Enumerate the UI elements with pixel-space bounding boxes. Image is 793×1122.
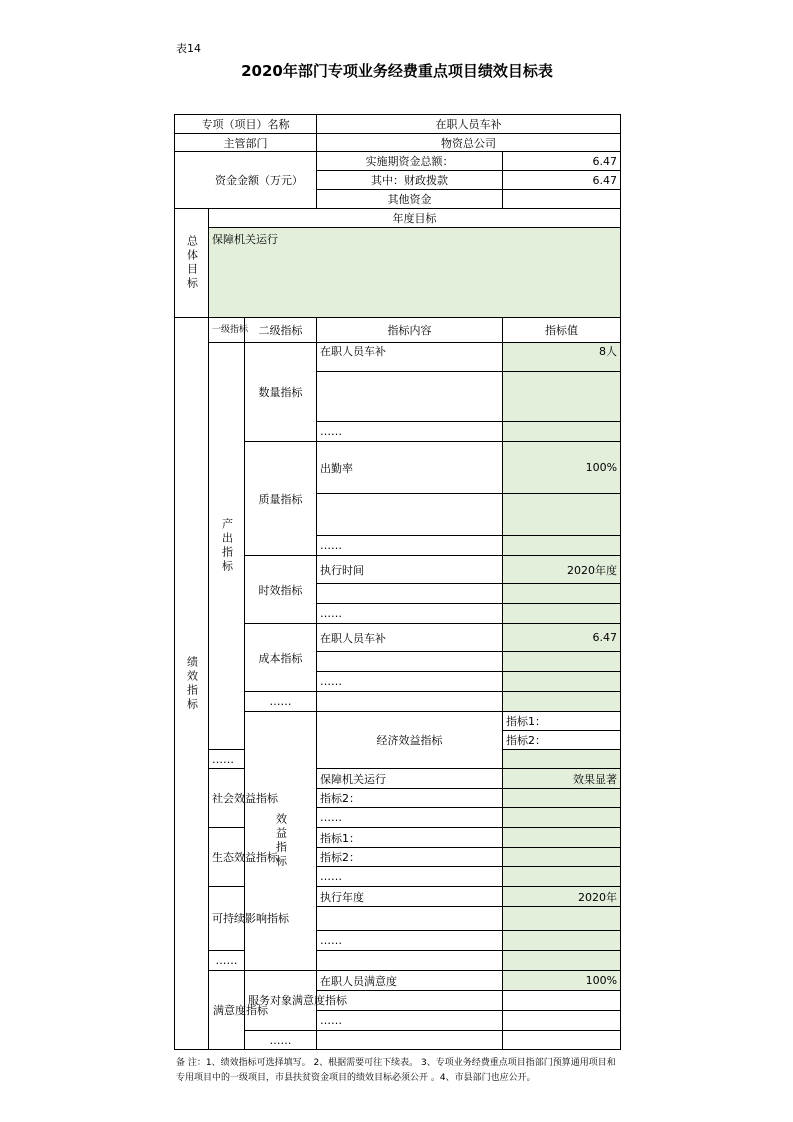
output-more-label: …… bbox=[245, 692, 317, 712]
service-content-more: …… bbox=[317, 1011, 503, 1031]
overall-target-label: 总体目标 bbox=[175, 209, 209, 318]
project-name-label: 专项（项目）名称 bbox=[175, 115, 317, 134]
timeliness-content-1: 执行时间 bbox=[317, 556, 503, 584]
timeliness-content-more: …… bbox=[317, 604, 503, 624]
quantity-value-1: 8人 bbox=[503, 343, 621, 372]
satisfaction-indicator-label: 满意度指标 bbox=[209, 971, 245, 1050]
cost-content-more: …… bbox=[317, 672, 503, 692]
perf-indicator-label: 绩效指标 bbox=[175, 318, 209, 1050]
benefit-indicator-label: 效益指标 bbox=[245, 712, 317, 971]
economic-benefit-label: 经济效益指标 bbox=[317, 712, 503, 769]
project-name-value: 在职人员车补 bbox=[317, 115, 621, 134]
service-content-1: 在职人员满意度 bbox=[317, 971, 503, 991]
table-number: 表14 bbox=[176, 42, 201, 55]
social-value-1: 效果显著 bbox=[503, 769, 621, 789]
sustain-content-2 bbox=[317, 907, 503, 931]
output-indicator-label: 产出指标 bbox=[209, 343, 245, 750]
fiscal-funds-value: 6.47 bbox=[503, 171, 621, 190]
dept-label: 主管部门 bbox=[175, 134, 317, 152]
social-benefit-label: 社会效益指标 bbox=[209, 769, 245, 828]
economic-value-more bbox=[503, 750, 621, 769]
output-more-value bbox=[503, 692, 621, 712]
social-value-2 bbox=[503, 789, 621, 808]
service-value-more bbox=[503, 1011, 621, 1031]
eco-content-1: 指标1： bbox=[317, 828, 503, 848]
satisfaction-more-label: …… bbox=[245, 1031, 317, 1050]
eco-content-more: …… bbox=[317, 867, 503, 887]
col-value: 指标值 bbox=[503, 318, 621, 343]
fiscal-funds-label: 其中：财政拨款 bbox=[317, 171, 503, 190]
quality-value-2 bbox=[503, 494, 621, 536]
social-content-more: …… bbox=[317, 808, 503, 828]
total-funds-label: 实施期资金总额： bbox=[317, 152, 503, 171]
quality-value-more bbox=[503, 536, 621, 556]
timeliness-value-2 bbox=[503, 584, 621, 604]
timeliness-value-more bbox=[503, 604, 621, 624]
output-more-content bbox=[317, 692, 503, 712]
quantity-content-2 bbox=[317, 372, 503, 422]
total-funds-value: 6.47 bbox=[503, 152, 621, 171]
col-level1: 一级指标 bbox=[209, 318, 245, 343]
sustain-value-2 bbox=[503, 907, 621, 931]
quantity-indicator-label: 数量指标 bbox=[245, 343, 317, 442]
cost-indicator-label: 成本指标 bbox=[245, 624, 317, 692]
other-funds-label: 其他资金 bbox=[317, 190, 503, 209]
timeliness-indicator-label: 时效指标 bbox=[245, 556, 317, 624]
eco-value-2 bbox=[503, 848, 621, 867]
service-value-2 bbox=[503, 991, 621, 1011]
benefit-more-label: …… bbox=[209, 951, 245, 971]
dept-value: 物资总公司 bbox=[317, 134, 621, 152]
quantity-content-1: 在职人员车补 bbox=[317, 343, 503, 372]
timeliness-value-1: 2020年度 bbox=[503, 556, 621, 584]
satisfaction-more-value bbox=[503, 1031, 621, 1050]
eco-content-2: 指标2： bbox=[317, 848, 503, 867]
col-content: 指标内容 bbox=[317, 318, 503, 343]
quantity-value-2 bbox=[503, 372, 621, 422]
cost-content-1: 在职人员车补 bbox=[317, 624, 503, 652]
quality-content-2 bbox=[317, 494, 503, 536]
social-content-1: 保障机关运行 bbox=[317, 769, 503, 789]
quantity-value-more bbox=[503, 422, 621, 442]
benefit-more-value bbox=[503, 951, 621, 971]
cost-value-2 bbox=[503, 652, 621, 672]
sustain-benefit-label: 可持续影响指标 bbox=[209, 887, 245, 951]
quality-indicator-label: 质量指标 bbox=[245, 442, 317, 556]
funds-label: 资金金额（万元） bbox=[175, 152, 317, 209]
economic-content-1: 指标1： bbox=[503, 712, 621, 731]
social-value-more bbox=[503, 808, 621, 828]
economic-content-more: …… bbox=[209, 750, 245, 769]
footnote: 备 注：1、绩效指标可选择填写。 2、根据需要可往下续表。 3、专项业务经费重点项目指部门预算通用项目和专用项目中的一级项目，市县扶贫资金项目的绩效目标必须公开 。4、市县部门也应公开。 bbox=[176, 1058, 616, 1083]
sustain-value-1: 2020年 bbox=[503, 887, 621, 907]
cost-value-1: 6.47 bbox=[503, 624, 621, 652]
sustain-value-more bbox=[503, 931, 621, 951]
page-title: 2020年部门专项业务经费重点项目绩效目标表 bbox=[241, 62, 553, 80]
col-level2: 二级指标 bbox=[245, 318, 317, 343]
quality-content-1: 出勤率 bbox=[317, 442, 503, 494]
eco-value-more bbox=[503, 867, 621, 887]
annual-target-content: 保障机关运行 bbox=[209, 228, 621, 318]
cost-value-more bbox=[503, 672, 621, 692]
cost-content-2 bbox=[317, 652, 503, 672]
performance-table bbox=[174, 114, 621, 1050]
timeliness-content-2 bbox=[317, 584, 503, 604]
economic-content-2: 指标2： bbox=[503, 731, 621, 750]
quality-value-1: 100% bbox=[503, 442, 621, 494]
annual-target-label: 年度目标 bbox=[209, 209, 621, 228]
service-satisfaction-label: 服务对象满意度指标 bbox=[245, 971, 317, 1031]
benefit-more-content bbox=[317, 951, 503, 971]
social-content-2: 指标2： bbox=[317, 789, 503, 808]
quality-content-more: …… bbox=[317, 536, 503, 556]
eco-benefit-label: 生态效益指标 bbox=[209, 828, 245, 887]
other-funds-value bbox=[503, 190, 621, 209]
satisfaction-more-content bbox=[317, 1031, 503, 1050]
sustain-content-1: 执行年度 bbox=[317, 887, 503, 907]
service-value-1: 100% bbox=[503, 971, 621, 991]
eco-value-1 bbox=[503, 828, 621, 848]
sustain-content-more: …… bbox=[317, 931, 503, 951]
quantity-content-more: …… bbox=[317, 422, 503, 442]
